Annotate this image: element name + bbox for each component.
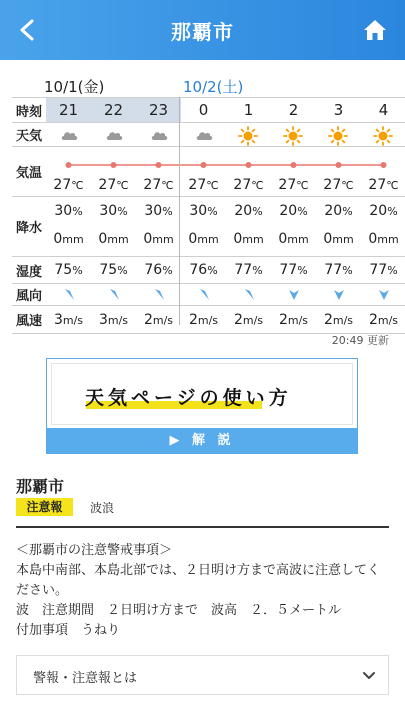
row-label-time: 時刻 (16, 104, 43, 120)
humidity-unit: % (387, 264, 398, 277)
row-humidity (12, 256, 405, 283)
wind-speed-cell (136, 306, 181, 333)
wind-speed-number: 2 (188, 312, 198, 328)
precip-pct-number: 20 (279, 203, 298, 219)
temp-number: 27 (188, 177, 207, 193)
weather-cell (361, 123, 405, 146)
precip-pct-number: 30 (99, 203, 118, 219)
precip-pct-unit: % (342, 205, 353, 218)
wind-speed-unit: m/s (332, 314, 354, 327)
humidity-number: 77 (234, 262, 253, 278)
wind-speed-number: 2 (323, 312, 333, 328)
precip-mm-number: 0 (98, 231, 108, 247)
wind-speed-unit: m/s (152, 314, 174, 327)
temp-cell (226, 147, 271, 196)
wind-arrow-icon (108, 288, 120, 302)
precip-mm (271, 231, 316, 247)
cloudy-icon (60, 129, 78, 141)
notice-line: ＜那覇市の注意警戒事項＞ (16, 543, 173, 558)
cloudy-icon (150, 129, 168, 141)
temp-number: 27 (143, 177, 162, 193)
weather-cell (226, 123, 271, 146)
day-separator (179, 97, 180, 325)
humidity-number: 77 (369, 262, 388, 278)
howto-banner[interactable] (46, 358, 358, 454)
humidity-cell (271, 257, 316, 283)
temp-value (91, 177, 136, 193)
humidity-cell (91, 257, 136, 283)
precip-pct-unit: % (207, 205, 218, 218)
wind-dir-cell (91, 284, 136, 305)
day-label-today: 10/1(金) (44, 78, 105, 96)
humidity-cell (46, 257, 91, 283)
precip-pct-number: 20 (369, 203, 388, 219)
day-label-tomorrow: 10/2(土) (183, 78, 244, 96)
temp-value (46, 177, 91, 193)
humidity-unit: % (162, 264, 173, 277)
updated-time: 20:49 更新 (331, 334, 389, 347)
precip-mm-number: 0 (233, 231, 243, 247)
wind-dir-cell (181, 284, 226, 305)
wind-speed-number: 2 (233, 312, 243, 328)
temp-unit: ℃ (71, 179, 84, 192)
temp-unit: ℃ (386, 179, 399, 192)
wind-speed-unit: m/s (377, 314, 399, 327)
warning-city: 那覇市 (16, 477, 65, 496)
temp-number: 27 (233, 177, 252, 193)
precip-pct-unit: % (117, 205, 128, 218)
temp-value (181, 177, 226, 193)
temp-cell (46, 147, 91, 196)
precip-cell (136, 197, 181, 256)
temp-value (271, 177, 316, 193)
hour-cell: 21 (46, 98, 91, 122)
wind-dir-cell (271, 284, 316, 305)
precip-mm-number: 0 (53, 231, 63, 247)
wind-arrow-icon (63, 288, 75, 302)
precip-mm-unit: mm (332, 233, 354, 246)
precip-pct (91, 203, 136, 219)
temp-cell (181, 147, 226, 196)
precip-pct (136, 203, 181, 219)
temp-number: 27 (278, 177, 297, 193)
banner-body (51, 363, 353, 425)
temp-cell (91, 147, 136, 196)
humidity-number: 76 (144, 262, 163, 278)
wind-speed-unit: m/s (242, 314, 264, 327)
precip-cell (271, 197, 316, 256)
wind-speed-cell (46, 306, 91, 333)
chevron-down-icon (362, 668, 376, 682)
precip-pct-unit: % (387, 205, 398, 218)
wind-speed-number: 2 (368, 312, 378, 328)
warning-info-accordion[interactable] (16, 655, 389, 695)
wind-dir-cell (46, 284, 91, 305)
temp-unit: ℃ (161, 179, 174, 192)
temp-value (226, 177, 271, 193)
precip-pct (361, 203, 405, 219)
weather-cell (91, 123, 136, 146)
row-label-weather: 天気 (16, 129, 43, 144)
precip-mm (46, 231, 91, 247)
wind-speed-cell (91, 306, 136, 333)
cloudy-icon (195, 129, 213, 141)
row-precipitation (12, 196, 405, 256)
precip-mm-number: 0 (278, 231, 288, 247)
wind-speed-number: 3 (53, 312, 63, 328)
hourly-forecast-table (12, 97, 405, 334)
precip-cell (181, 197, 226, 256)
precip-mm-number: 0 (143, 231, 153, 247)
humidity-unit: % (342, 264, 353, 277)
precip-mm (226, 231, 271, 247)
humidity-cell (136, 257, 181, 283)
precip-mm-unit: mm (107, 233, 129, 246)
notice-line: 付加事項 うねり (16, 623, 121, 638)
precip-pct-unit: % (252, 205, 263, 218)
home-icon (363, 19, 387, 41)
temp-cell (136, 147, 181, 196)
precip-pct (181, 203, 226, 219)
banner-headline: 天気ページの使い方 (85, 387, 292, 409)
forecast-days (0, 76, 405, 96)
humidity-unit: % (252, 264, 263, 277)
temp-unit: ℃ (251, 179, 264, 192)
precip-mm (181, 231, 226, 247)
precip-pct-unit: % (72, 205, 83, 218)
row-time (12, 97, 405, 122)
precip-pct (226, 203, 271, 219)
precip-pct-unit: % (297, 205, 308, 218)
notice-line: 波 注意期間 ２日明け方まで 波高 ２．５メートル (16, 603, 342, 618)
precip-pct-number: 30 (144, 203, 163, 219)
precip-pct-number: 20 (234, 203, 253, 219)
sunny-icon (373, 126, 393, 146)
precip-cell (316, 197, 361, 256)
precip-mm-number: 0 (188, 231, 198, 247)
humidity-unit: % (117, 264, 128, 277)
temp-cell (316, 147, 361, 196)
sunny-icon (238, 126, 258, 146)
row-weather (12, 122, 405, 146)
weather-cell (316, 123, 361, 146)
humidity-number: 77 (279, 262, 298, 278)
humidity-number: 77 (324, 262, 343, 278)
wind-speed-number: 2 (143, 312, 153, 328)
row-label-rain: 降水 (16, 221, 43, 236)
temp-number: 27 (98, 177, 117, 193)
row-wind-speed (12, 305, 405, 334)
wind-dir-cell (136, 284, 181, 305)
wind-speed-cell (361, 306, 405, 333)
precip-pct-unit: % (162, 205, 173, 218)
precip-cell (361, 197, 405, 256)
precip-mm-unit: mm (62, 233, 84, 246)
weather-cell (46, 123, 91, 146)
notice-line: 本島中南部、本島北部では、２日明け方まで高波に注意してください。 (16, 563, 381, 598)
hour-cell: 0 (198, 101, 209, 119)
wind-speed-unit: m/s (107, 314, 129, 327)
precip-cell (91, 197, 136, 256)
wind-speed-cell (316, 306, 361, 333)
warning-notice (16, 541, 391, 641)
row-wind-direction (12, 283, 405, 305)
humidity-number: 75 (54, 262, 73, 278)
hour-cell: 1 (243, 101, 254, 119)
precip-pct-number: 20 (324, 203, 343, 219)
precip-mm (361, 231, 405, 247)
wind-arrow-icon (288, 288, 300, 302)
hour-cell: 3 (333, 101, 344, 119)
temp-number: 27 (53, 177, 72, 193)
precip-mm-unit: mm (242, 233, 264, 246)
accordion-label: 警報・注意報とは (33, 671, 138, 686)
wind-speed-unit: m/s (62, 314, 84, 327)
row-label-wind-dir: 風向 (16, 289, 43, 304)
temp-number: 27 (323, 177, 342, 193)
page-title: 那覇市 (171, 20, 234, 44)
hour-cell: 22 (91, 98, 136, 122)
wind-speed-cell (271, 306, 316, 333)
temp-value (136, 177, 181, 193)
row-temperature (12, 146, 405, 196)
hour-cell: 23 (136, 98, 181, 122)
wind-speed-unit: m/s (287, 314, 309, 327)
wind-dir-cell (316, 284, 361, 305)
wind-arrow-icon (198, 288, 210, 302)
advisory-badge: 注意報 (16, 498, 73, 516)
humidity-unit: % (72, 264, 83, 277)
home-button[interactable] (359, 14, 391, 46)
humidity-unit: % (297, 264, 308, 277)
temp-value (361, 177, 405, 193)
weather-cell (181, 123, 226, 146)
section-divider (16, 526, 389, 528)
sunny-icon (283, 126, 303, 146)
wind-speed-number: 2 (278, 312, 288, 328)
row-label-wind-speed: 風速 (16, 314, 43, 329)
hour-cell: 4 (378, 101, 389, 119)
wind-arrow-icon (243, 288, 255, 302)
precip-mm (316, 231, 361, 247)
row-label-temp: 気温 (16, 166, 43, 181)
wind-dir-cell (226, 284, 271, 305)
temp-number: 27 (368, 177, 387, 193)
temp-unit: ℃ (206, 179, 219, 192)
precip-mm-unit: mm (197, 233, 219, 246)
wind-dir-cell (361, 284, 405, 305)
row-label-humidity: 湿度 (16, 264, 43, 280)
wind-speed-unit: m/s (197, 314, 219, 327)
temp-unit: ℃ (341, 179, 354, 192)
wind-speed-cell (226, 306, 271, 333)
precip-pct (271, 203, 316, 219)
app-header (0, 0, 405, 60)
humidity-unit: % (207, 264, 218, 277)
precip-mm (91, 231, 136, 247)
humidity-number: 75 (99, 262, 118, 278)
humidity-cell (226, 257, 271, 283)
wind-arrow-icon (333, 288, 345, 302)
temp-unit: ℃ (116, 179, 129, 192)
precip-pct-number: 30 (189, 203, 208, 219)
sunny-icon (328, 126, 348, 146)
humidity-cell (361, 257, 405, 283)
temp-value (316, 177, 361, 193)
precip-mm (136, 231, 181, 247)
weather-cell (136, 123, 181, 146)
hour-cell: 2 (288, 101, 299, 119)
precip-mm-unit: mm (152, 233, 174, 246)
humidity-cell (181, 257, 226, 283)
cloudy-icon (105, 129, 123, 141)
temp-cell (361, 147, 405, 196)
precip-mm-number: 0 (323, 231, 333, 247)
precip-cell (226, 197, 271, 256)
precip-mm-unit: mm (377, 233, 399, 246)
humidity-cell (316, 257, 361, 283)
precip-pct (316, 203, 361, 219)
precip-pct (46, 203, 91, 219)
wind-speed-number: 3 (98, 312, 108, 328)
precip-pct-number: 30 (54, 203, 73, 219)
precip-mm-unit: mm (287, 233, 309, 246)
temp-cell (271, 147, 316, 196)
precip-cell (46, 197, 91, 256)
precip-mm-number: 0 (368, 231, 378, 247)
advisory-type: 波浪 (90, 501, 115, 515)
weather-cell (271, 123, 316, 146)
wind-speed-cell (181, 306, 226, 333)
temp-unit: ℃ (296, 179, 309, 192)
explain-button[interactable]: ▶ 解 説 (47, 428, 357, 453)
wind-arrow-icon (153, 288, 165, 302)
humidity-number: 76 (189, 262, 208, 278)
wind-arrow-icon (378, 288, 390, 302)
